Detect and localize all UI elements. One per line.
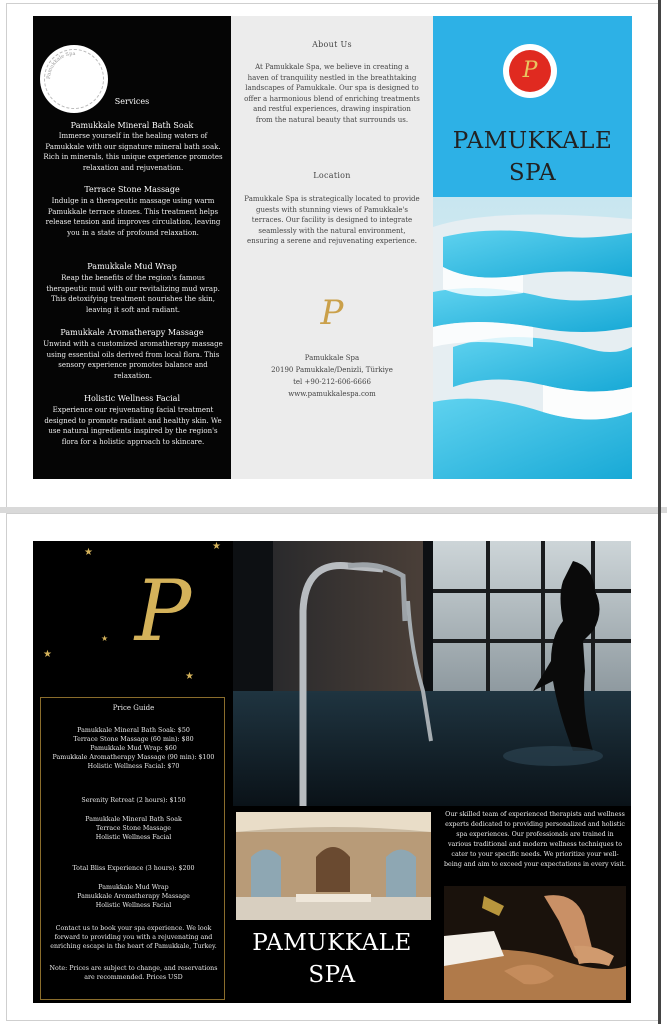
travertine-pools-photo xyxy=(433,197,632,479)
back-title-line2: SPA xyxy=(308,962,356,988)
stamp-text: Pamukkale Spa xyxy=(45,50,76,80)
package-item: Pamukkale Aromatherapy Massage xyxy=(77,893,190,900)
package-title: Serenity Retreat (2 hours): $150 xyxy=(81,797,186,804)
price-item: Holistic Wellness Facial: $70 xyxy=(87,763,180,770)
svg-text:Pamukkale Spa xyxy=(46,51,76,79)
price-footnote: Note: Prices are subject to change, and reservations are recommended. Prices USD xyxy=(49,965,218,981)
cover-title-line2: SPA xyxy=(508,160,557,186)
star-icon: ★ xyxy=(101,634,109,643)
booking-note: Contact us to book your spa experience. We look forward to providing you with a rejuvenating and enriching escape in the heart of Pamukkale, Turkey. xyxy=(50,925,217,950)
service-title: Pamukkale Aromatherapy Massage xyxy=(60,328,204,337)
cover-logo: P xyxy=(503,44,557,98)
about-text: At Pamukkale Spa, we believe in creating a haven of tranquility nestled in the breathtaking landscapes of Pamukkale. Our spa is designed to offer a harmonious blend of enriching treatments and restful experiences, drawing inspiration from the natural beauty that surrounds us. xyxy=(244,63,420,124)
services-heading: Services xyxy=(114,97,150,106)
massage-photo xyxy=(444,886,626,1000)
service-description: Immerse yourself in the healing waters of Pamukkale with our signature mineral bath soak. Rich in minerals, this unique experience promotes relaxation and rejuvenation. xyxy=(43,132,223,172)
page-edge xyxy=(658,0,661,1024)
sheet-gap xyxy=(0,507,667,513)
service-title: Holistic Wellness Facial xyxy=(83,394,181,403)
service-description: Experience our rejuvenating facial treatment designed to promote radiant and healthy skin. We use natural ingredients inspired by the region's flora for a holistic approach to skincare. xyxy=(44,406,222,446)
package-item: Holistic Wellness Facial xyxy=(95,834,172,841)
about-panel xyxy=(231,16,433,479)
package-item: Pamukkale Mud Wrap xyxy=(98,884,169,891)
location-text: Pamukkale Spa is strategically located to provide guests with stunning views of Pamukkale's terraces. Our facility is designed to integrate seamlessly with the natural environment, ensuring a serene and rejuvenating experience. xyxy=(244,195,420,245)
price-item: Pamukkale Aromatherapy Massage (90 min): $100 xyxy=(52,754,215,761)
package-item: Terrace Stone Massage xyxy=(95,825,172,832)
package-item: Pamukkale Mineral Bath Soak xyxy=(85,816,182,823)
service-title: Pamukkale Mud Wrap xyxy=(87,262,177,271)
star-icon: ★ xyxy=(185,671,194,682)
back-title-line1: PAMUKKALE xyxy=(252,930,412,956)
services-panel xyxy=(33,16,231,479)
package-title: Total Bliss Experience (3 hours): $200 xyxy=(72,865,195,872)
price-item: Pamukkale Mud Wrap: $60 xyxy=(90,745,177,752)
service-description: Reap the benefits of the region's famous therapeutic mud with our revitalizing mud wrap. This detoxifying treatment nourishes the skin, leaving it soft and radiant. xyxy=(46,274,220,314)
service-description: Unwind with a customized aromatherapy massage using essential oils derived from local flora. This sensory experience promotes balance and relaxation. xyxy=(43,340,223,380)
service-title: Pamukkale Mineral Bath Soak xyxy=(70,121,194,130)
star-icon: ★ xyxy=(84,547,93,558)
location-heading: Location xyxy=(313,171,351,180)
about-heading: About Us xyxy=(312,40,352,49)
package-item: Holistic Wellness Facial xyxy=(95,902,172,909)
contact-address: 20190 Pamukkale/Denizli, Türkiye xyxy=(271,366,393,374)
team-description: Our skilled team of experienced therapists and wellness experts dedicated to providing personalized and holistic spa experiences. Our professionals are trained in various traditional and modern wellness techniques to cater to your specific needs. We prioritize your well-being and aim to exceed your expectations in every visit. xyxy=(444,811,626,868)
gold-monogram: P xyxy=(320,293,344,333)
contact-website[interactable]: www.pamukkalespa.com xyxy=(288,390,376,398)
price-guide-box xyxy=(40,697,225,1000)
service-title: Terrace Stone Massage xyxy=(84,185,180,194)
indoor-pool-photo xyxy=(233,541,631,806)
gold-monogram-large: P xyxy=(134,562,192,660)
price-item: Terrace Stone Massage (60 min): $80 xyxy=(73,736,194,743)
price-item: Pamukkale Mineral Bath Soak: $50 xyxy=(77,727,190,734)
star-icon: ★ xyxy=(43,649,52,660)
cover-title-line1: PAMUKKALE xyxy=(452,128,613,154)
contact-name: Pamukkale Spa xyxy=(304,354,360,362)
hamam-interior-photo xyxy=(236,812,431,920)
price-guide-heading: Price Guide xyxy=(112,704,155,712)
service-description: Indulge in a therapeutic massage using warm Pamukkale terrace stones. This treatment helps release tension and improves circulation, leaving you in a state of profound relaxation. xyxy=(45,197,221,237)
contact-phone: tel +90-212-606-6666 xyxy=(293,378,371,386)
star-icon: ★ xyxy=(212,541,221,552)
